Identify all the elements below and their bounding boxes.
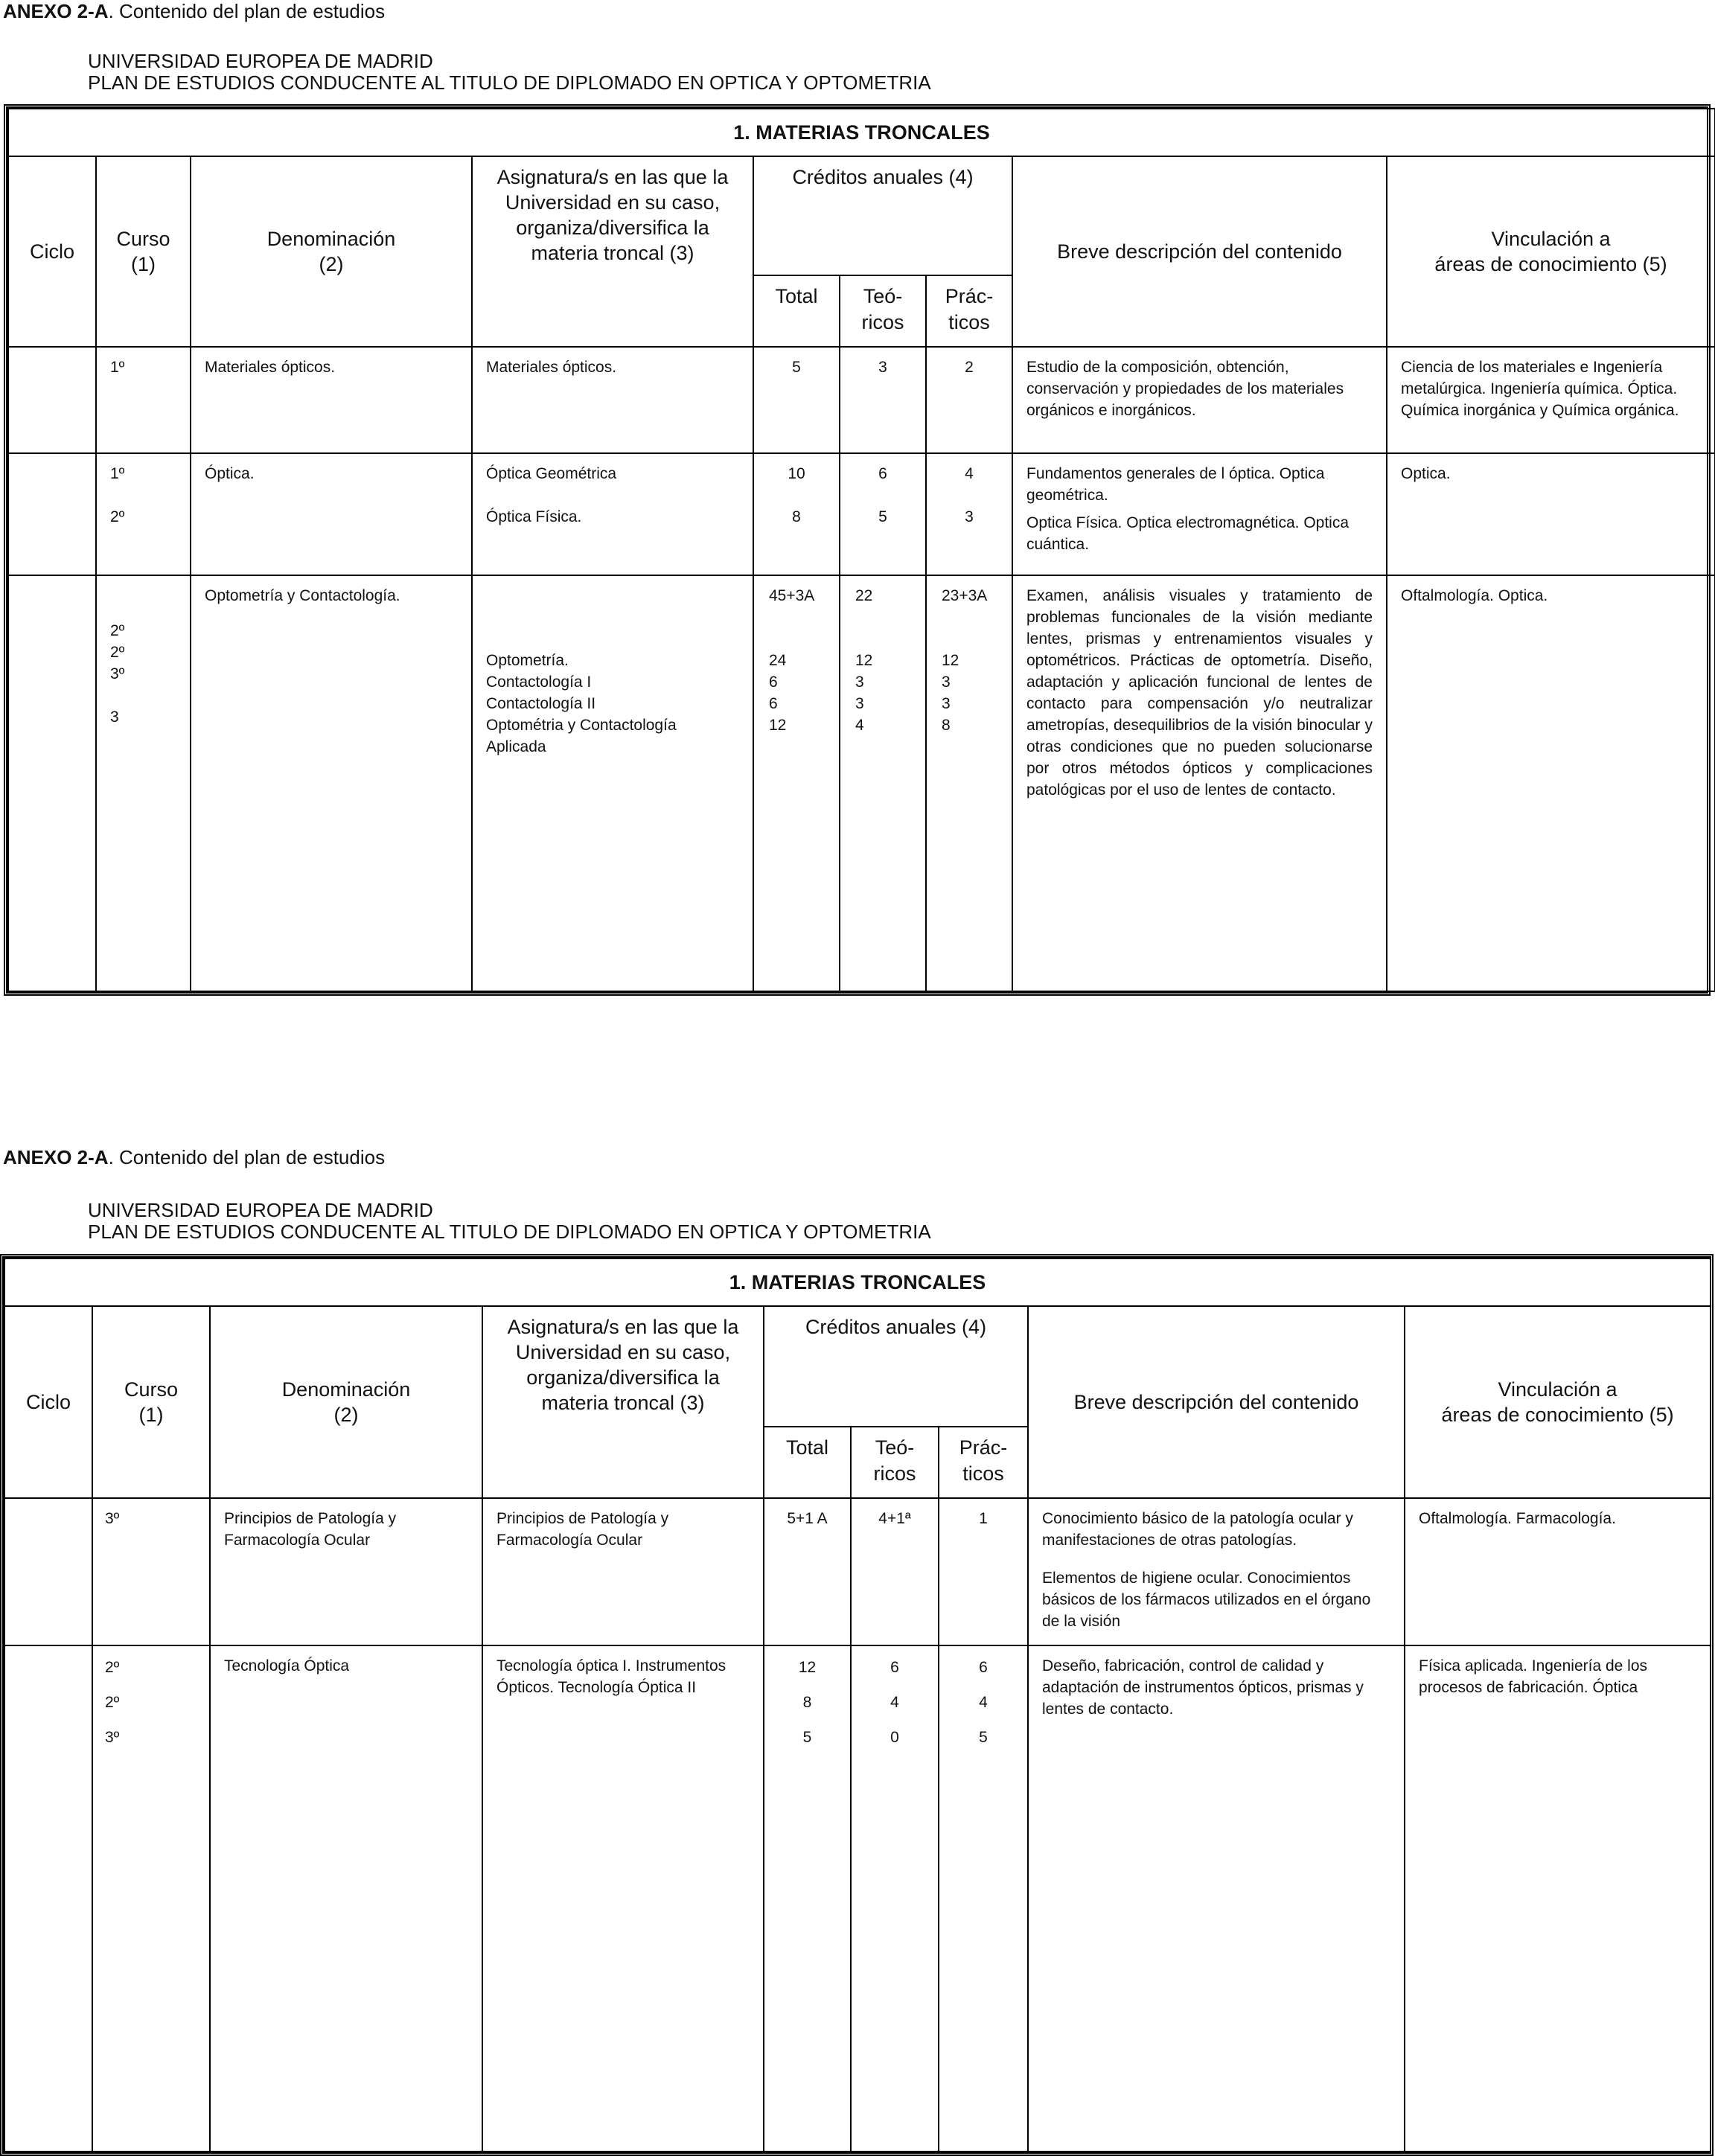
table-row — [4, 1645, 1711, 2152]
cell-ciclo — [4, 1645, 92, 2152]
annex-heading: ANEXO 2-A. Contenido del plan de estudios — [3, 0, 386, 22]
col-header-creditos: Créditos anuales (4) — [764, 1306, 1028, 1427]
cell-vinculacion: Optica. — [1387, 453, 1715, 575]
col-header-descripcion: Breve descripción del contenido — [1012, 156, 1387, 347]
cell-asignatura: Principios de Patología y Farmacología Ocular — [482, 1498, 764, 1645]
cell-teoricos: 6 4 0 — [851, 1645, 939, 2152]
cell-practicos: 2 — [926, 347, 1012, 453]
cell-ciclo — [4, 1498, 92, 1645]
col-header-curso: Curso (1) — [96, 156, 191, 347]
col-header-vinculacion: Vinculación a áreas de conocimiento (5) — [1405, 1306, 1711, 1498]
cell-asignatura: Tecnología óptica I. Instrumentos Ópticos. Tecnología Óptica II — [482, 1645, 764, 2152]
cell-practicos: 6 4 5 — [939, 1645, 1028, 2152]
plan-title: PLAN DE ESTUDIOS CONDUCENTE AL TITULO DE DIPLOMADO EN OPTICA Y OPTOMETRIA — [88, 71, 931, 94]
cell-denominacion: Optometría y Contactología. — [191, 575, 472, 991]
col-header-vinculacion: Vinculación a áreas de conocimiento (5) — [1387, 156, 1715, 347]
annex-page-1 — [0, 0, 1715, 997]
section-title: 1. MATERIAS TRONCALES — [4, 1258, 1711, 1306]
col-header-total: Total — [764, 1427, 851, 1498]
plan-heading — [88, 51, 931, 94]
cell-curso: 2º 2º 3º — [92, 1645, 210, 2152]
cell-teoricos: 3 — [840, 347, 926, 453]
col-header-denominacion: Denominación (2) — [191, 156, 472, 347]
troncales-table-frame — [0, 1254, 1714, 2156]
col-header-teoricos: Teó- ricos — [851, 1427, 939, 1498]
cell-total: 5 — [753, 347, 840, 453]
cell-vinculacion: Física aplicada. Ingeniería de los procesos de fabricación. Óptica — [1405, 1645, 1711, 2152]
table-row — [8, 347, 1715, 453]
cell-ciclo — [8, 575, 96, 991]
col-header-asignatura: Asignatura/s en las que la Universidad en su caso, organiza/diversifica la materia troncal (3) — [482, 1306, 764, 1498]
col-header-descripcion: Breve descripción del contenido — [1028, 1306, 1405, 1498]
cell-total: 12 8 5 — [764, 1645, 851, 2152]
cell-vinculacion: Oftalmología. Farmacología. — [1405, 1498, 1711, 1645]
cell-ciclo — [8, 453, 96, 575]
col-header-asignatura: Asignatura/s en las que la Universidad en su caso, organiza/diversifica la materia troncal (3) — [472, 156, 753, 347]
cell-denominacion: Tecnología Óptica — [210, 1645, 482, 2152]
col-header-creditos: Créditos anuales (4) — [753, 156, 1012, 275]
cell-practicos: 4 3 — [926, 453, 1012, 575]
cell-total: 45+3A 24 6 6 12 — [753, 575, 840, 991]
col-header-ciclo: Ciclo — [4, 1306, 92, 1498]
cell-curso: 1º — [96, 347, 191, 453]
cell-denominacion: Óptica. — [191, 453, 472, 575]
table-row — [4, 1498, 1711, 1645]
cell-curso: 3º — [92, 1498, 210, 1645]
col-header-practicos: Prác- ticos — [926, 275, 1012, 347]
col-header-denominacion: Denominación (2) — [210, 1306, 482, 1498]
col-header-practicos: Prác- ticos — [939, 1427, 1028, 1498]
cell-vinculacion: Oftalmología. Optica. — [1387, 575, 1715, 991]
troncales-table-frame — [4, 104, 1711, 996]
university-name: UNIVERSIDAD EUROPEA DE MADRID — [88, 1199, 433, 1221]
annex-page-2 — [0, 1146, 1715, 2053]
cell-total: 10 8 — [753, 453, 840, 575]
cell-asignatura: Materiales ópticos. — [472, 347, 753, 453]
cell-practicos: 1 — [939, 1498, 1028, 1645]
cell-ciclo — [8, 347, 96, 453]
cell-teoricos: 22 12 3 3 4 — [840, 575, 926, 991]
plan-heading — [88, 1200, 931, 1243]
cell-denominacion: Principios de Patología y Farmacología Ocular — [210, 1498, 482, 1645]
troncales-table — [7, 108, 1715, 992]
troncales-table — [4, 1258, 1711, 2152]
cell-practicos: 23+3A 12 3 3 8 — [926, 575, 1012, 991]
university-name: UNIVERSIDAD EUROPEA DE MADRID — [88, 50, 433, 72]
col-header-teoricos: Teó- ricos — [840, 275, 926, 347]
cell-total: 5+1 A — [764, 1498, 851, 1645]
cell-denominacion: Materiales ópticos. — [191, 347, 472, 453]
cell-asignatura: Optometría. Contactología I Contactología II Optométria y Contactología Aplicada — [472, 575, 753, 991]
table-row — [8, 575, 1715, 991]
cell-descripcion: Conocimiento básico de la patología ocular y manifestaciones de otras patologías. Elementos de higiene ocular. Conocimientos básicos de los fármacos utilizados en el órgano de la visión — [1028, 1498, 1405, 1645]
annex-heading: ANEXO 2-A. Contenido del plan de estudios — [3, 1146, 386, 1168]
cell-vinculacion: Ciencia de los materiales e Ingeniería metalúrgica. Ingeniería química. Óptica. Química inorgánica y Química orgánica. — [1387, 347, 1715, 453]
cell-curso: 2º 2º 3º 3 — [96, 575, 191, 991]
plan-title: PLAN DE ESTUDIOS CONDUCENTE AL TITULO DE DIPLOMADO EN OPTICA Y OPTOMETRIA — [88, 1221, 931, 1243]
col-header-total: Total — [753, 275, 840, 347]
cell-teoricos: 4+1ª — [851, 1498, 939, 1645]
cell-descripcion: Fundamentos generales de l óptica. Optica geométrica. Optica Física. Optica electromagnética. Optica cuántica. — [1012, 453, 1387, 575]
cell-teoricos: 6 5 — [840, 453, 926, 575]
table-row — [8, 453, 1715, 575]
cell-curso: 1º 2º — [96, 453, 191, 575]
cell-asignatura: Óptica Geométrica Óptica Física. — [472, 453, 753, 575]
col-header-curso: Curso (1) — [92, 1306, 210, 1498]
cell-descripcion: Deseño, fabricación, control de calidad y adaptación de instrumentos ópticos, prismas y lentes de contacto. — [1028, 1645, 1405, 2152]
col-header-ciclo: Ciclo — [8, 156, 96, 347]
section-title: 1. MATERIAS TRONCALES — [8, 109, 1715, 156]
cell-descripcion: Estudio de la composición, obtención, conservación y propiedades de los materiales orgánicos e inorgánicos. — [1012, 347, 1387, 453]
cell-descripcion: Examen, análisis visuales y tratamiento de problemas funcionales de la visión mediante lentes, prismas y entrenamientos visuales y optométricos. Prácticas de optometría. Diseño, adaptación y aplicación funcional de lentes de contacto para compensación y/o neutralizar ametropías, desequilibrios de la visión binocular y otras condiciones que no pueden solucionarse por otros métodos ópticos y complicaciones patológicas por el uso de lentes de contacto. — [1012, 575, 1387, 991]
